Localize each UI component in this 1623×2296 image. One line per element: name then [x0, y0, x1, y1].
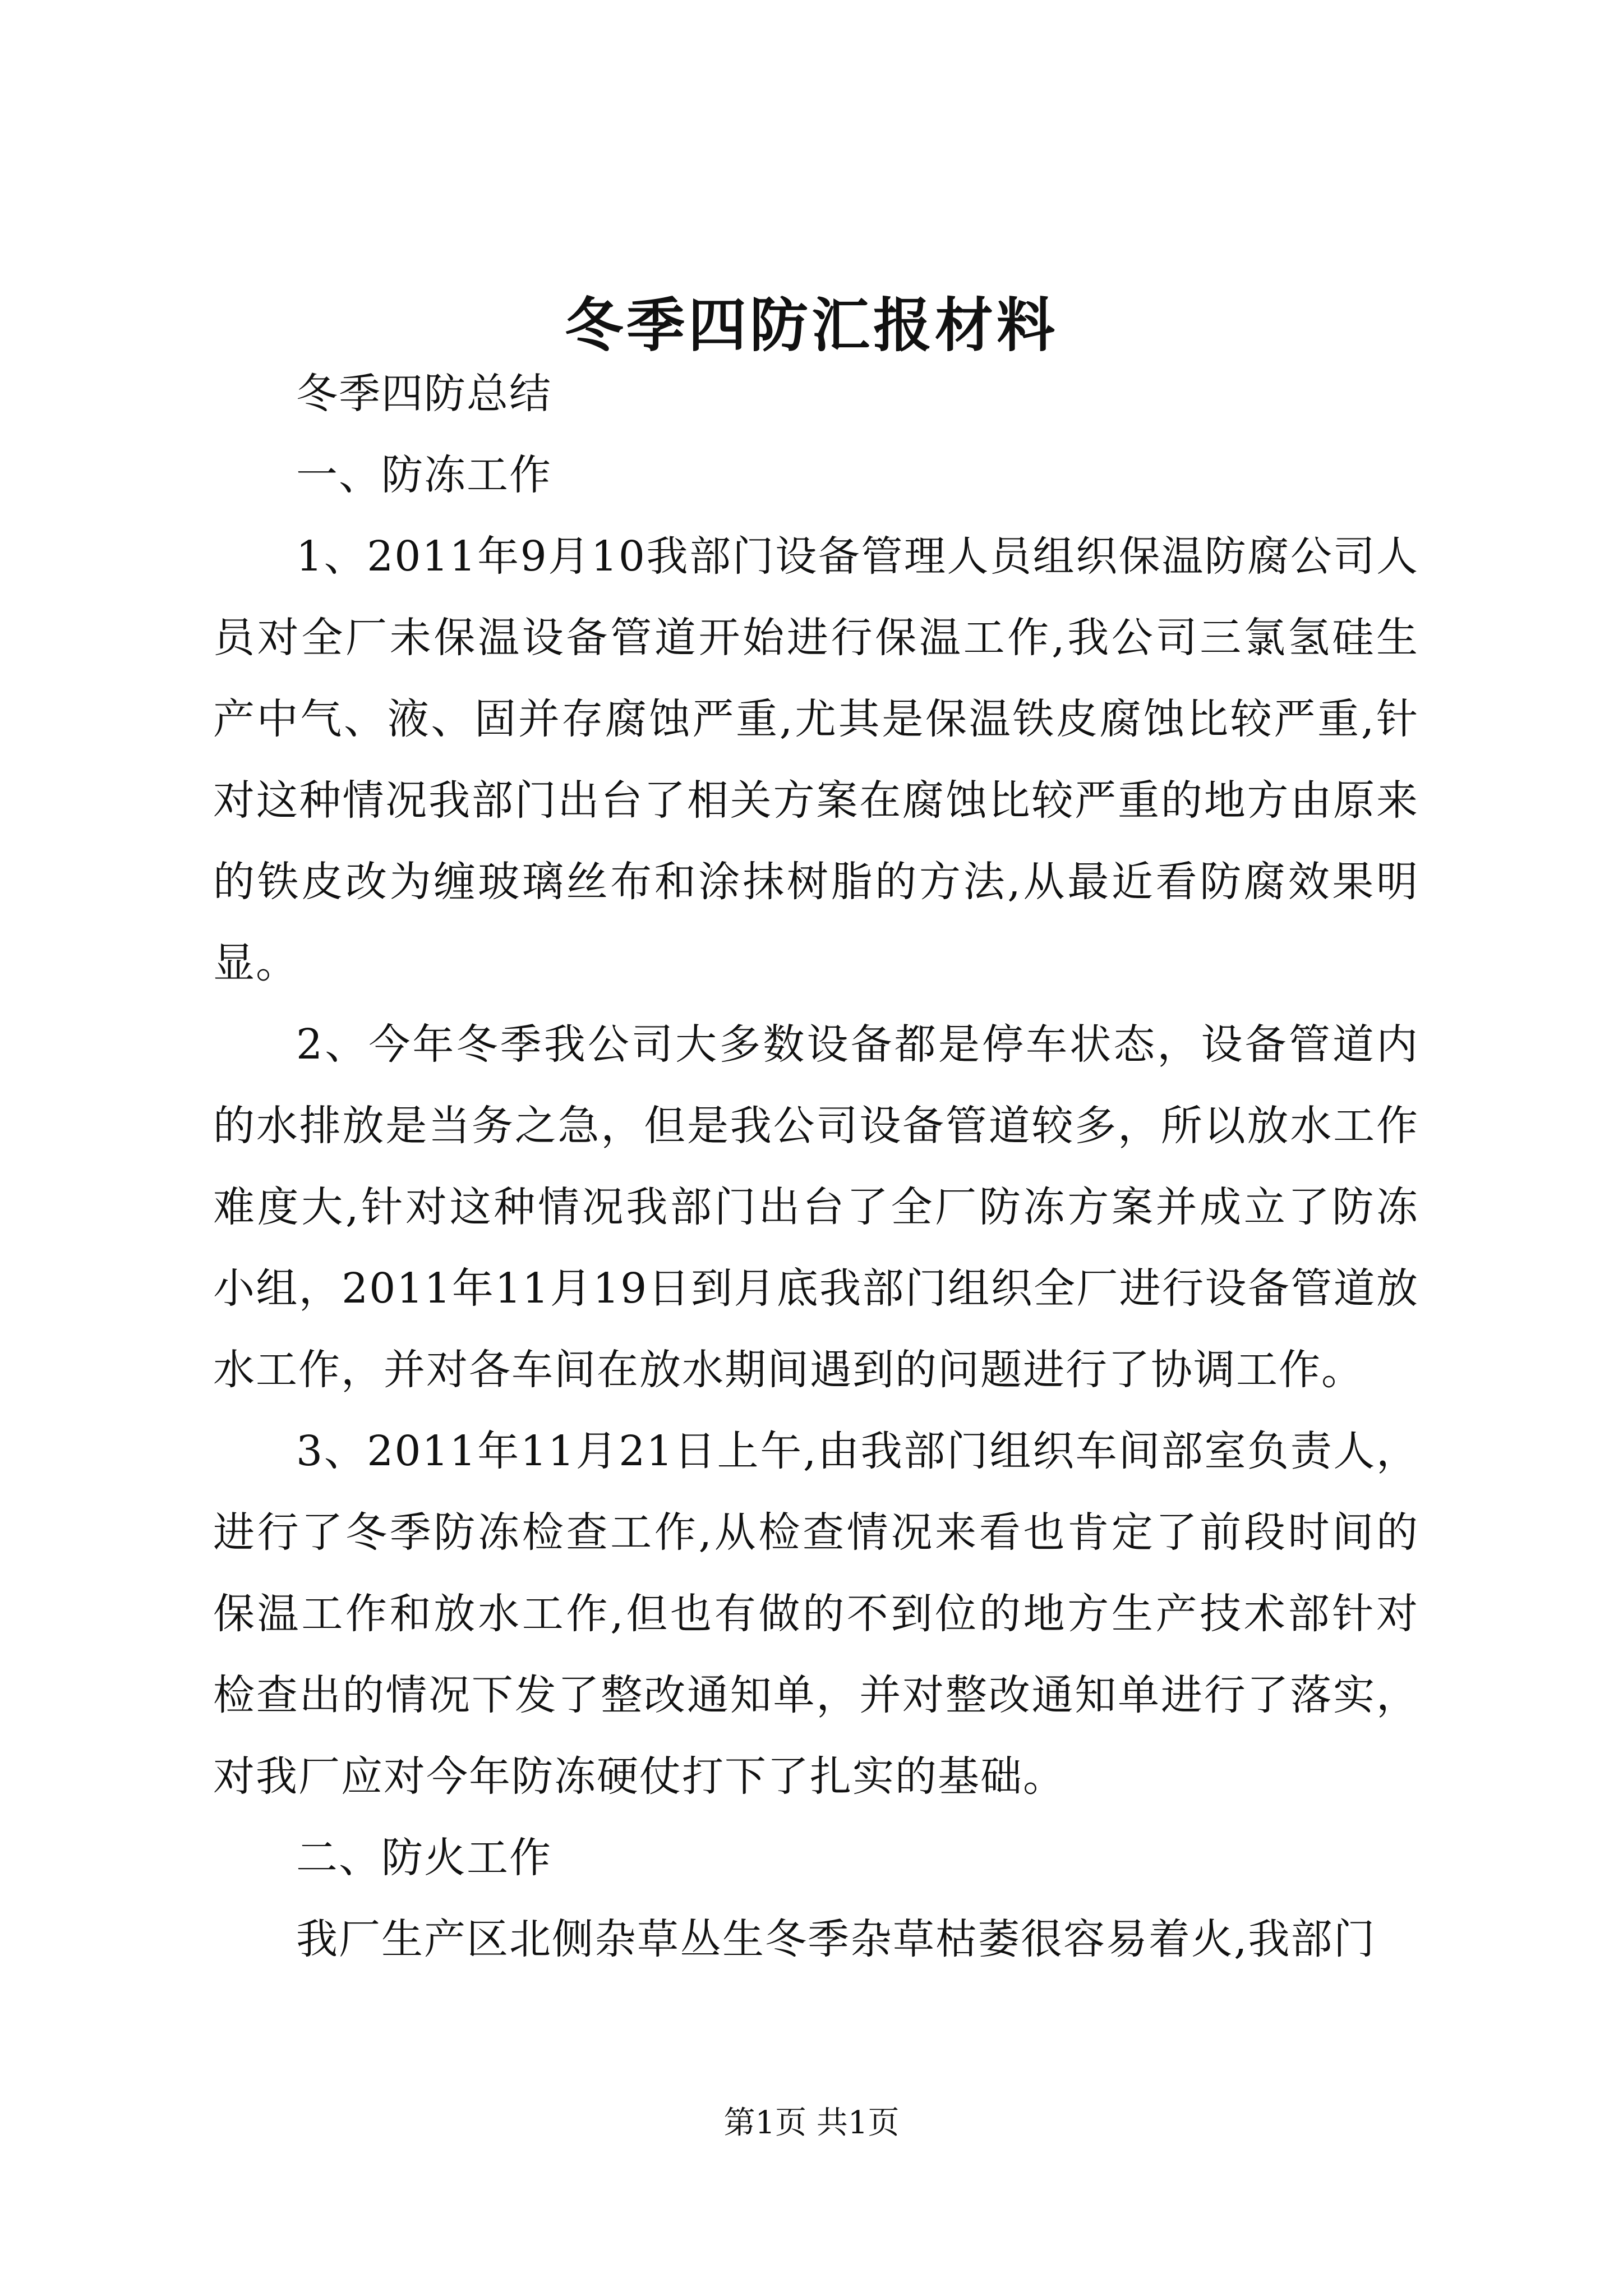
document-body	[213, 353, 1419, 1980]
paragraph-item-2: 2、今年冬季我公司大多数设备都是停车状态，设备管道内的水排放是当务之急，但是我公司设备管道较多，所以放水工作难度大,针对这种情况我部门出台了全厂防冻方案并成立了防冻小组，2011年11月19日到月底我部门组织全厂进行设备管道放水工作，并对各车间在放水期间遇到的问题进行了协调工作。	[213, 1020, 1419, 1394]
section-heading-antifreeze: 一、防冻工作	[296, 451, 552, 499]
section-heading-fire-prevention: 二、防火工作	[296, 1834, 552, 1882]
page-footer: 第1页 共1页	[723, 2105, 900, 2141]
paragraph-item-3: 3、2011年11月21日上午,由我部门组织车间部室负责人，进行了冬季防冻检查工作,从检查情况来看也肯定了前段时间的保温工作和放水工作,但也有做的不到位的地方生产技术部针对检查出的情况下发了整改通知单，并对整改通知单进行了落实，对我厂应对今年防冻硬仗打下了扎实的基础。	[213, 1427, 1419, 1801]
document-title: 冬季四防汇报材料	[564, 291, 1058, 360]
section-heading-summary: 冬季四防总结	[296, 370, 552, 418]
paragraph-item-1: 1、2011年9月10我部门设备管理人员组织保温防腐公司人员对全厂未保温设备管道开始进行保温工作,我公司三氯氢硅生产中气、液、固并存腐蚀严重,尤其是保温铁皮腐蚀比较严重,针对这种情况我部门出台了相关方案在腐蚀比较严重的地方由原来的铁皮改为缠玻璃丝布和涂抹树脂的方法,从最近看防腐效果明显。	[213, 532, 1419, 987]
paragraph-fire-prevention: 我厂生产区北侧杂草丛生冬季杂草枯萎很容易着火,我部门	[296, 1915, 1376, 1963]
